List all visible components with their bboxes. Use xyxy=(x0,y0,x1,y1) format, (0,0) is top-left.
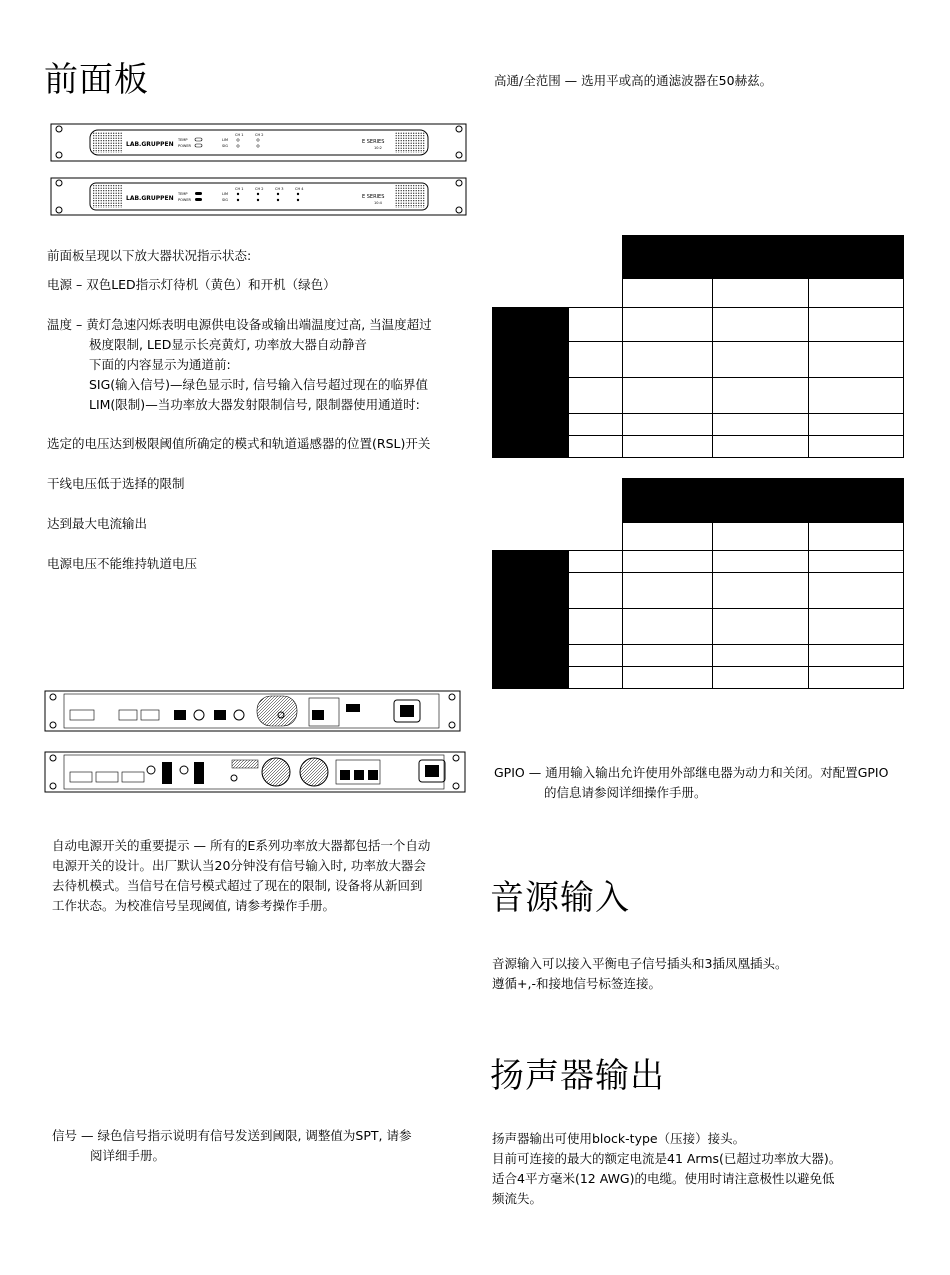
signal-note-line-1: 信号 — 绿色信号指示说明有信号发送到阈限, 调整值为SPT, 请参 xyxy=(52,1128,412,1143)
svg-text:LIM: LIM xyxy=(222,138,229,142)
speaker-output-line-4: 频流失。 xyxy=(492,1191,543,1206)
svg-text:CH 1: CH 1 xyxy=(235,133,244,137)
speaker-output-line-1: 扬声器输出可使用block-type（压接）接头。 xyxy=(492,1131,746,1146)
rsl-desc: 选定的电压达到极限阈值所确定的模式和轨道遥感器的位置(RSL)开关 xyxy=(47,436,431,451)
speaker-output-text xyxy=(492,1129,841,1209)
auto-power-line-3: 去待机模式。当信号在信号模式超过了现在的限制, 设备将从新回到 xyxy=(52,878,423,893)
rear-panel-drawing xyxy=(44,690,469,798)
speaker-output-line-3: 适合4平方毫米(12 AWG)的电缆。使用时请注意极性以避免低 xyxy=(492,1171,835,1186)
model-label-top: E SERIES xyxy=(362,139,385,145)
auto-power-note xyxy=(52,836,430,916)
speaker-output-line-2: 目前可连接的最大的额定电流是41 Arms(已超过功率放大器)。 xyxy=(492,1151,842,1166)
speaker-output-heading: 扬声器输出 xyxy=(490,1056,665,1096)
audio-input-heading: 音源输入 xyxy=(490,878,630,918)
svg-text:CH 4: CH 4 xyxy=(295,187,304,191)
svg-text:LIM: LIM xyxy=(222,192,229,196)
lim-desc: LIM(限制)—当功率放大器发射限制信号, 限制器使用通道时: xyxy=(89,397,420,412)
signal-note-line-2: 阅详细手册。 xyxy=(90,1148,166,1163)
svg-text:TEMP: TEMP xyxy=(178,192,188,196)
brand-logo-top: LAB.GRUPPEN xyxy=(126,141,174,148)
audio-input-text xyxy=(492,954,787,994)
gpio-note xyxy=(494,763,888,803)
svg-text:TEMP: TEMP xyxy=(178,138,188,142)
current-desc: 达到最大电流输出 xyxy=(47,516,148,531)
gpio-note-line-2: 的信息请参阅详细操作手册。 xyxy=(544,785,707,800)
temp-block xyxy=(47,315,432,415)
supply-desc: 电源电压不能维持轨道电压 xyxy=(47,556,198,571)
svg-text:CH 3: CH 3 xyxy=(275,187,284,191)
auto-power-line-2: 电源开关的设计。出厂默认当20分钟没有信号输入时, 功率放大器会 xyxy=(52,858,426,873)
rail-desc: 干线电压低于选择的限制 xyxy=(47,476,185,491)
svg-text:CH 2: CH 2 xyxy=(255,133,264,137)
audio-input-line-2: 遵循+,-和接地信号标签连接。 xyxy=(492,976,661,991)
svg-text:POWER: POWER xyxy=(178,144,191,148)
status-table-2 xyxy=(492,478,904,689)
signal-note xyxy=(52,1126,411,1166)
svg-text:SIG: SIG xyxy=(222,144,228,148)
audio-input-line-1: 音源输入可以接入平衡电子信号插头和3插凤凰插头。 xyxy=(492,956,788,971)
status-table-1 xyxy=(492,235,904,458)
front-panel-drawing xyxy=(50,122,470,220)
svg-text:CH 1: CH 1 xyxy=(235,187,244,191)
svg-text:10:4: 10:4 xyxy=(374,201,382,205)
svg-text:POWER: POWER xyxy=(178,198,191,202)
svg-text:SIG: SIG xyxy=(222,198,228,202)
sig-desc: SIG(输入信号)—绿色显示时, 信号输入信号超过现在的临界值 xyxy=(89,377,429,392)
auto-power-line-1: 自动电源开关的重要提示 — 所有的E系列功率放大器都包括一个自动 xyxy=(52,838,431,853)
power-led-desc: 电源 – 双色LED指示灯待机（黄色）和开机（绿色） xyxy=(47,277,336,292)
brand-logo-bottom: LAB.GRUPPEN xyxy=(126,195,174,202)
svg-text:CH 2: CH 2 xyxy=(255,187,264,191)
channel-intro: 下面的内容显示为通道前: xyxy=(89,357,231,372)
highpass-note: 高通/全范围 — 选用平或高的通滤波器在50赫兹。 xyxy=(494,73,773,88)
indicator-intro: 前面板呈现以下放大器状况指示状态: xyxy=(47,248,252,263)
model-label-bottom: E SERIES xyxy=(362,194,385,200)
front-panel-heading: 前面板 xyxy=(44,60,149,100)
temp-line-1: 温度 – 黄灯急速闪烁表明电源供电设备或输出端温度过高, 当温度超过 xyxy=(47,317,432,332)
auto-power-line-4: 工作状态。为校准信号呈现阈值, 请参考操作手册。 xyxy=(52,898,335,913)
gpio-note-line-1: GPIO — 通用输入输出允许使用外部继电器为动力和关闭。对配置GPIO xyxy=(494,765,889,780)
svg-text:10:2: 10:2 xyxy=(374,146,382,150)
temp-line-2: 极度限制, LED显示长亮黄灯, 功率放大器自动静音 xyxy=(89,337,367,352)
